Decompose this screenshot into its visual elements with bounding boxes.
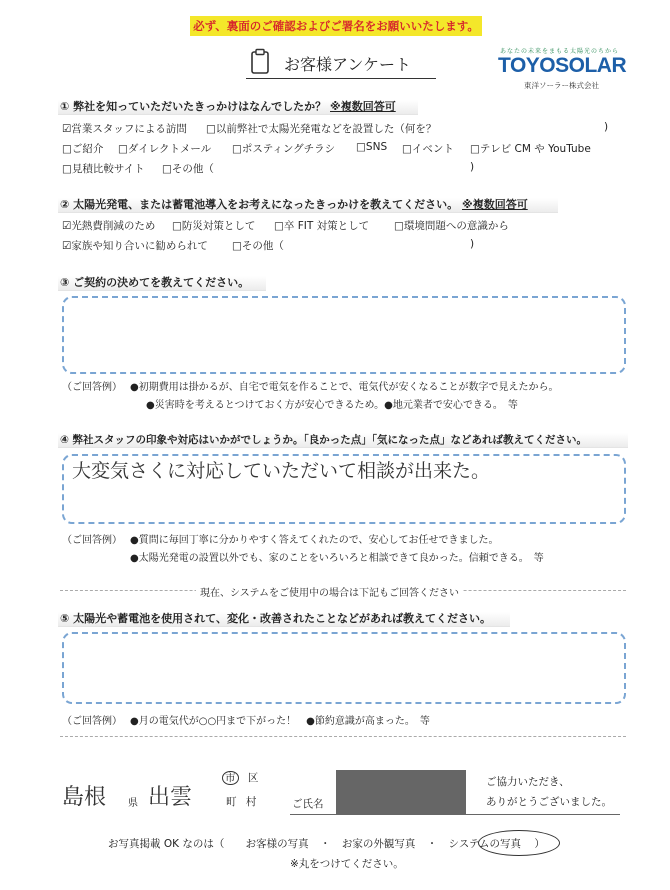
q4-handwritten-answer: 大変気さくに対応していただいて相談が出来た。 [72, 460, 491, 482]
q1-text: 弊社を知っていただいたきっかけはなんでしたか？ [73, 100, 327, 113]
town-village-label [226, 794, 256, 809]
q3-example-1: ●初期費用は掛かるが、自宅で電気を作ることで、電気代が安くなることが数字で見えたから。 [130, 382, 559, 393]
q2-opt-environment[interactable]: □環境問題への意識から [394, 220, 509, 232]
prefecture-suffix: 県 [128, 798, 138, 809]
q3-text: ご契約の決めてを教えてください。 [73, 276, 250, 289]
q5-example-label: （ご回答例） [62, 716, 122, 727]
q4-example-label: （ご回答例） [62, 535, 122, 546]
q3-example-label: （ご回答例） [62, 382, 122, 393]
q2-text: 太陽光発電、または蓄電池導入をお考えになったきっかけを教えてください。 [73, 198, 459, 211]
q1-question [60, 100, 396, 114]
clipboard-icon [250, 48, 270, 74]
q1-opt-estimate-site[interactable]: □見積比較サイト [62, 163, 145, 175]
company-name: 東洋ソーラー株式会社 [524, 81, 599, 90]
q1-multi-note: ※複数回答可 [330, 100, 396, 113]
q3-answer-box[interactable] [62, 296, 626, 374]
city-circled: 市 [222, 771, 239, 785]
q2-opt-cost-saving[interactable]: ☑光熱費削減のため [62, 220, 156, 232]
q5-example-1: ●月の電気代が○○円まで下がった！ ●節約意識が高まった。 等 [130, 716, 430, 727]
company-logo: TOYOSOLAR [498, 54, 627, 77]
q5-question [60, 612, 491, 626]
q4-example-2: ●太陽光発電の設置以外でも、家のことをいろいろと相談できて良かった。信頼できる。 等 [130, 553, 544, 564]
title-underline [246, 78, 436, 79]
photo-lead: お写真掲載 OK なのは（ [108, 838, 225, 850]
q1-opt-posting-flyer[interactable]: □ポスティングチラシ [232, 143, 336, 155]
q5-answer-box[interactable] [62, 632, 626, 704]
bottom-divider-line [60, 736, 626, 737]
village-label: 村 [245, 796, 257, 808]
q4-question [60, 433, 587, 447]
q4-text: 弊社スタッフの印象や対応はいかがでしょうか。「良かった点」「気になった点」などあれば教えてください。 [72, 434, 588, 446]
q2-opt-disaster-prep[interactable]: □防災対策として [172, 220, 256, 232]
photo-sep-1: ・ [320, 838, 331, 850]
q1-opt-event[interactable]: □イベント [402, 143, 454, 155]
q2-opt-family-recommend[interactable]: ☑家族や知り合いに勧められて [62, 240, 208, 252]
page-title: お客様アンケート [284, 55, 412, 74]
q1-opt-sales-visit[interactable]: ☑営業スタッフによる訪問 [62, 123, 187, 135]
q2-number: ② [60, 198, 70, 211]
city-ward-label [222, 770, 258, 785]
name-label: ご氏名 [292, 798, 324, 810]
q3-question [60, 276, 249, 290]
q3-example-2: ●災害時を考えるとつけておく方が安心できるため。●地元業者で安心できる。 等 [146, 400, 518, 411]
logo-tagline: あなたの未来をまもる太陽光のちから [500, 48, 620, 55]
prefecture-handwritten: 島根 [62, 785, 107, 810]
q4-example-1: ●質問に毎回丁寧に分かりやすく答えてくれたので、安心してお任せできました。 [130, 535, 499, 546]
signature-underline [290, 814, 620, 815]
top-notice-banner: 必ず、裏面のご確認およびご署名をお願いいたします。 [190, 16, 482, 36]
redacted-name-block [336, 770, 466, 814]
q5-text: 太陽光や蓄電池を使用されて、変化・改善されたことなどがあれば教えてください。 [73, 612, 491, 625]
photo-opt-system[interactable]: システムの写真 [448, 838, 521, 850]
town-label: 町 [226, 796, 237, 808]
photo-sep-2: ・ [426, 838, 438, 850]
q4-number: ④ [60, 434, 69, 446]
q2-other-paren-close: ) [470, 238, 475, 250]
q1-opt-previous-install[interactable]: □以前弊社で太陽光発電などを設置した（何を？ [206, 123, 437, 135]
q3-number: ③ [60, 276, 70, 289]
q1-other-paren-close: ) [470, 161, 475, 173]
q1-opt-sns[interactable]: □SNS [356, 141, 388, 153]
q1-number: ① [60, 100, 70, 113]
current-user-divider: 現在、システムをご使用中の場合は下記もご回答ください [196, 584, 463, 599]
thanks-line-2: ありがとうございました。 [486, 796, 612, 808]
q1-opt-direct-mail[interactable]: □ダイレクトメール [118, 143, 212, 155]
photo-paren-close: ） [534, 838, 545, 850]
q2-opt-other[interactable]: □その他（ [232, 240, 284, 252]
photo-opt-customer[interactable]: お客様の写真 [245, 838, 309, 850]
q5-number: ⑤ [60, 612, 70, 625]
ward-label: 区 [247, 772, 259, 784]
thanks-line-1: ご協力いただき、 [486, 776, 570, 788]
q2-multi-note: ※複数回答可 [462, 198, 528, 211]
q1-opt-referral[interactable]: □ご紹介 [62, 143, 104, 155]
q2-question [60, 198, 528, 212]
q2-opt-fit-end[interactable]: □卒 FIT 対策として [274, 220, 370, 232]
q1-opt-tv-youtube[interactable]: □テレビ CM や YouTube [470, 143, 591, 155]
q1-paren-close: ) [604, 121, 609, 133]
system-photo-circle-mark [478, 830, 560, 856]
city-handwritten: 出雲 [148, 785, 193, 810]
q1-opt-other[interactable]: □その他（ [162, 163, 214, 175]
photo-opt-house-exterior[interactable]: お家の外観写真 [341, 838, 416, 850]
photo-circle-note: ※丸をつけてください。 [290, 858, 404, 870]
